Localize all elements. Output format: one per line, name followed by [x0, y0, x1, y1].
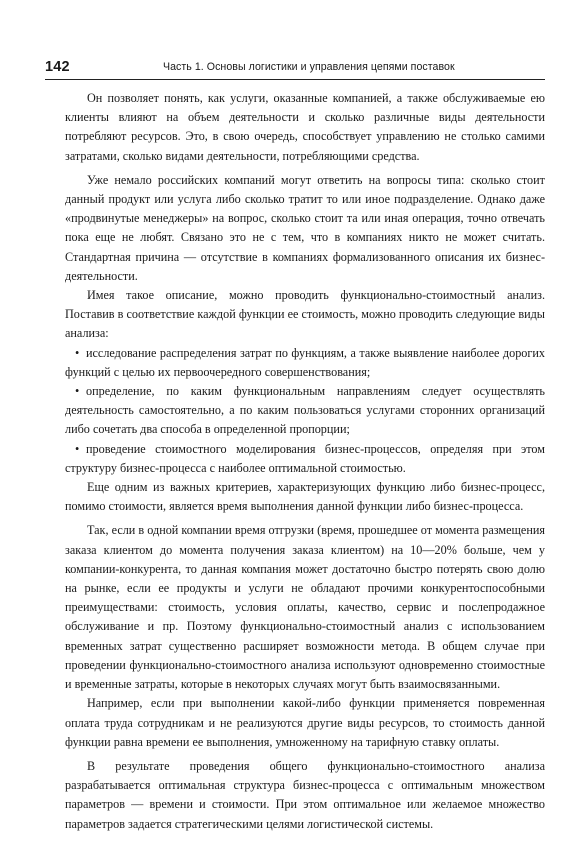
page-header: [45, 59, 545, 80]
bullet-text: исследование распределения затрат по функциям, а также выявление наиболее дорогих функций с целью их первоочередного совершенствования;: [65, 345, 545, 379]
bullet-text: определение, по каким функциональным направлениям следует осуществлять деятельность самостоятельно, а по каким пользоваться услугами сторонних организаций либо сочетать два способа в определенной пропорции;: [65, 384, 545, 437]
bullet-marker: •: [75, 345, 80, 360]
paragraph-2: Уже немало российских компаний могут ответить на вопросы типа: сколько стоит данный продукт или услуга либо сколько тратит то или иное подразделение. Однако даже «продвинутые менеджеры» на вопрос, сколько стоит та или иная операция, точно отвечать пока еще не любят. Связано это не с тем, что в компаниях никто не может считать. Стандартная причина — отсутствие в компаниях формализованного описания их бизнес-деятельности.: [65, 172, 545, 283]
bullet-item-3: [65, 440, 545, 478]
body-text: [65, 89, 545, 834]
paragraph-5: Так, если в одной компании время отгрузки (время, прошедшее от момента размещения заказа клиентом до момента получения заказа клиентом) на 10—20% больше, чем у компании-конкурента, то данная компания может достаточно быстро потерять свою долю на рынке, если ее продукты и услуги не обладают прочими конкурентоспособными преимуществами: стоимость, условия оплаты, качество, сервис и послепродажное обслуживание и пр. Поэтому функционально-стоимостный анализ с использованием временных затрат существенно расширяет возможности метода. В общем случае при проведении функционально-стоимостного анализа используют одновременно стоимостные и временные затраты, которые в некоторых случаях могут быть взаимосвязанными.: [65, 523, 545, 692]
paragraph-6: Например, если при выполнении какой-либо функции применяется повременная оплата труда сотрудникам и не реализуются другие виды ресурсов, то стоимость данной функции равна времени ее выполнения, умноженному на тарифную ставку оплаты.: [65, 696, 545, 749]
running-head: Часть 1. Основы логистики и управления цепями поставок: [163, 61, 455, 73]
bullet-marker: •: [75, 384, 80, 399]
paragraph-4: Еще одним из важных критериев, характеризующих функцию либо бизнес-процесс, помимо стоимости, является время выполнения данной функции либо бизнес-процесса.: [65, 480, 545, 514]
paragraph-1: Он позволяет понять, как услуги, оказанные компанией, а также обслуживаемые ею клиенты влияют на объем деятельности и сколько различные виды деятельности потребляют ресурсов. Это, в свою очередь, способствует управлению не столько самими затратами, сколько видами деятельности, потребляющими средства.: [65, 91, 545, 163]
bullet-item-1: [65, 344, 545, 382]
page-number: 142: [45, 59, 70, 75]
paragraph-3: Имея такое описание, можно проводить функционально-стоимостный анализ. Поставив в соответствие каждой функции ее стоимость, можно проводить следующие виды анализа:: [65, 288, 545, 341]
bullet-marker: •: [75, 441, 80, 456]
bullet-text: проведение стоимостного моделирования бизнес-процессов, определяя при этом структуру бизнес-процесса с наиболее оптимальной стоимостью.: [65, 441, 545, 475]
paragraph-7: В результате проведения общего функционально-стоимостного анализа разрабатывается оптимальная структура бизнес-процесса с оптимальным множеством параметров — времени и стоимости. При этом оптимальное или желаемое множество параметров задается стратегическими целями логистической системы.: [65, 758, 545, 831]
bullet-item-2: [65, 382, 545, 440]
